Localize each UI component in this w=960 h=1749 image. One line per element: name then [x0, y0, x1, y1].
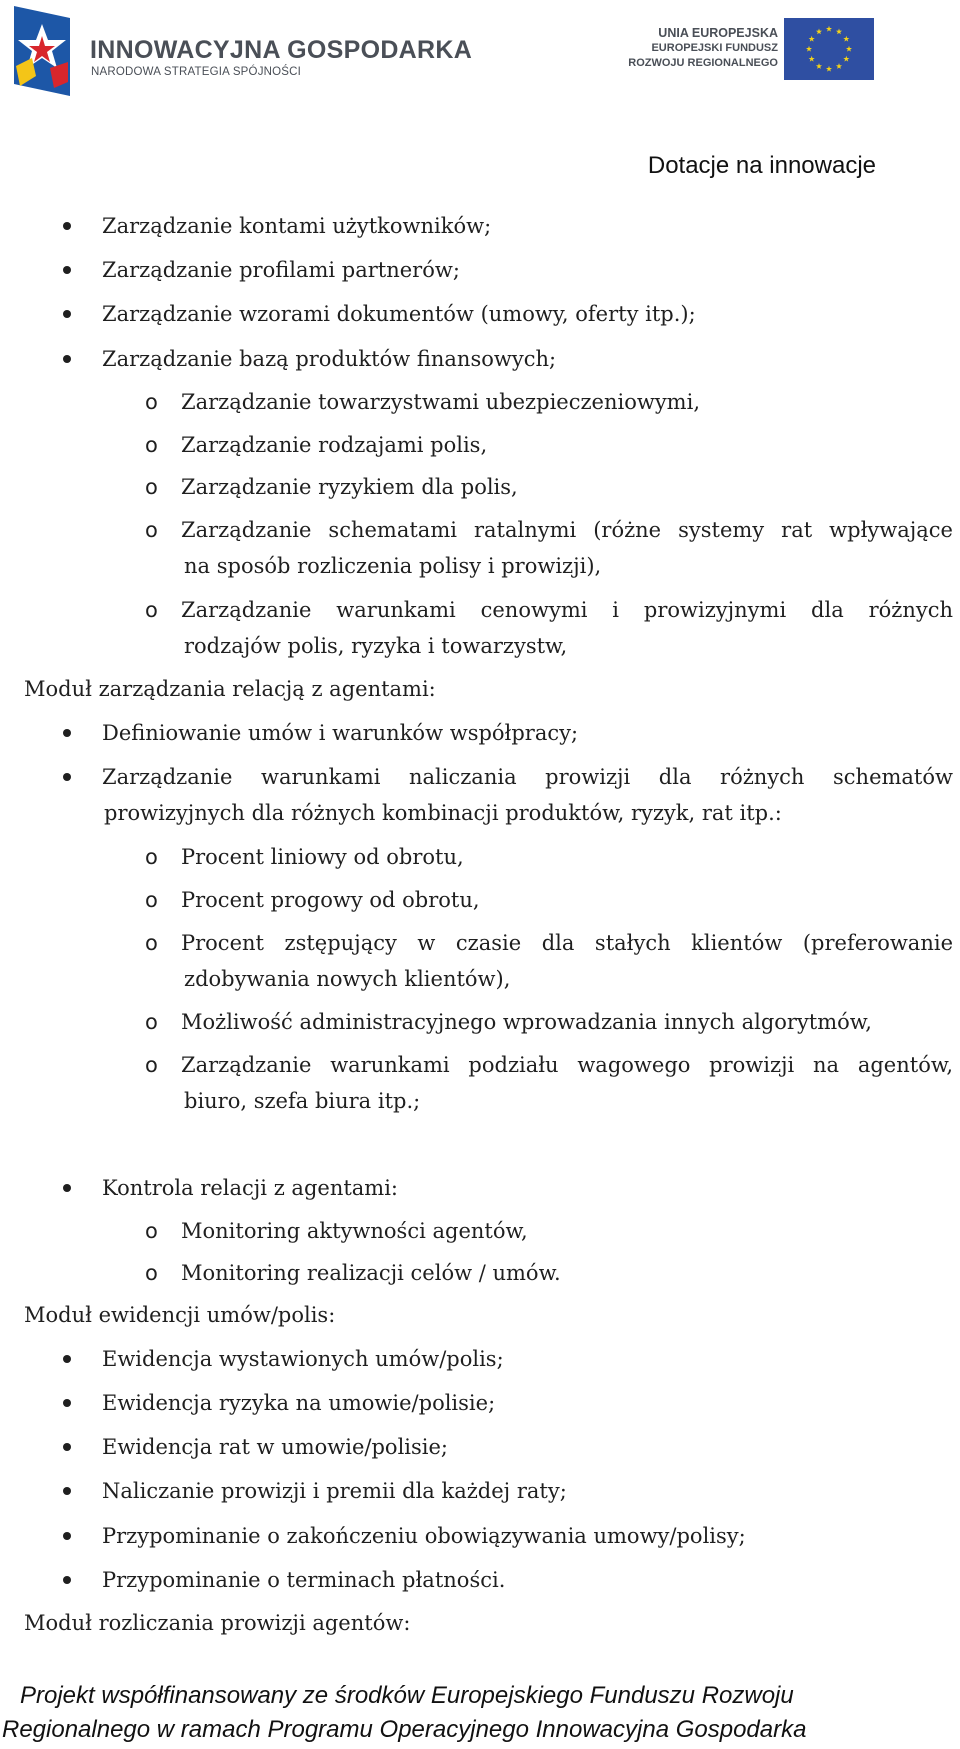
- sub-list-item-continuation: na sposób rozliczenia polisy i prowizji),: [184, 554, 602, 578]
- sub-bullet-marker: o: [145, 931, 158, 955]
- section-heading: Moduł rozliczania prowizji agentów:: [24, 1611, 411, 1635]
- sub-list-item: Procent liniowy od obrotu,: [181, 845, 464, 869]
- bullet-marker: [63, 1355, 71, 1363]
- sub-bullet-marker: o: [145, 598, 158, 622]
- section-heading: Moduł zarządzania relacją z agentami:: [24, 677, 436, 701]
- sub-list-item: Zarządzanie ryzykiem dla polis,: [181, 475, 518, 499]
- sub-bullet-marker: o: [145, 888, 158, 912]
- bullet-marker: [63, 355, 71, 363]
- sub-list-item: Możliwość administracyjnego wprowadzania innych algorytmów,: [181, 1010, 872, 1034]
- list-item: Zarządzanie wzorami dokumentów (umowy, oferty itp.);: [102, 302, 696, 326]
- bullet-marker: [63, 1184, 71, 1192]
- bullet-marker: [63, 773, 71, 781]
- sub-bullet-marker: o: [145, 1261, 158, 1285]
- logo-tagline: NARODOWA STRATEGIA SPÓJNOŚCI: [91, 66, 302, 78]
- sub-list-item: Zarządzanie rodzajami polis,: [181, 433, 488, 457]
- list-item-continuation: prowizyjnych dla różnych kombinacji produktów, ryzyk, rat itp.:: [104, 801, 782, 825]
- sub-bullet-marker: o: [145, 1010, 158, 1034]
- eu-logo: [612, 18, 874, 82]
- list-item: Przypominanie o zakończeniu obowiązywania umowy/polisy;: [102, 1524, 746, 1548]
- sub-list-item: Zarządzanie schematami ratalnymi (różne systemy rat wpływające: [181, 518, 953, 542]
- bullet-marker: [63, 1443, 71, 1451]
- list-item: Naliczanie prowizji i premii dla każdej raty;: [102, 1479, 567, 1503]
- bullet-marker: [63, 222, 71, 230]
- sub-bullet-marker: o: [145, 433, 158, 457]
- sub-list-item-continuation: zdobywania nowych klientów),: [184, 967, 511, 991]
- star-emblem-icon: [12, 6, 72, 96]
- sub-list-item: Zarządzanie warunkami podziału wagowego prowizji na agentów,: [181, 1053, 953, 1077]
- list-item: Zarządzanie kontami użytkowników;: [102, 214, 492, 238]
- bullet-marker: [63, 1399, 71, 1407]
- sub-list-item: Zarządzanie towarzystwami ubezpieczeniowymi,: [181, 390, 700, 414]
- sub-list-item: Zarządzanie warunkami cenowymi i prowizyjnymi dla różnych: [181, 598, 953, 622]
- list-item: Przypominanie o terminach płatności.: [102, 1568, 506, 1592]
- sub-list-item-continuation: biuro, szefa biura itp.;: [184, 1089, 421, 1113]
- sub-bullet-marker: o: [145, 475, 158, 499]
- innowacyjna-gospodarka-logo: [12, 6, 473, 96]
- logo-brand-text: INNOWACYJNA GOSPODARKA: [90, 36, 473, 64]
- sub-bullet-marker: o: [145, 845, 158, 869]
- sub-bullet-marker: o: [145, 390, 158, 414]
- list-item: Ewidencja wystawionych umów/polis;: [102, 1347, 504, 1371]
- eu-logo-line1: UNIA EUROPEJSKA: [658, 26, 778, 40]
- sub-bullet-marker: o: [145, 518, 158, 542]
- sub-bullet-marker: o: [145, 1053, 158, 1077]
- bullet-marker: [63, 1532, 71, 1540]
- eu-logo-line2: EUROPEJSKI FUNDUSZ: [651, 42, 778, 54]
- bullet-marker: [63, 1576, 71, 1584]
- bullet-marker: [63, 266, 71, 274]
- list-item: Zarządzanie profilami partnerów;: [102, 258, 460, 282]
- list-item: Ewidencja ryzyka na umowie/polisie;: [102, 1391, 496, 1415]
- list-item: Zarządzanie bazą produktów finansowych;: [102, 347, 557, 371]
- sub-list-item: Procent progowy od obrotu,: [181, 888, 480, 912]
- list-item: Definiowanie umów i warunków współpracy;: [102, 721, 579, 745]
- bullet-marker: [63, 1487, 71, 1495]
- sub-list-item: Monitoring realizacji celów / umów.: [181, 1261, 561, 1285]
- list-item: Kontrola relacji z agentami:: [102, 1176, 399, 1200]
- sub-bullet-marker: o: [145, 1219, 158, 1243]
- footer-line-1: Projekt współfinansowany ze środków Europejskiego Funduszu Rozwoju: [20, 1682, 794, 1709]
- footer-line-2: Regionalnego w ramach Programu Operacyjnego Innowacyjna Gospodarka: [2, 1716, 807, 1743]
- section-heading: Moduł ewidencji umów/polis:: [24, 1303, 336, 1327]
- bullet-marker: [63, 310, 71, 318]
- list-item: Ewidencja rat w umowie/polisie;: [102, 1435, 448, 1459]
- sub-list-item: Monitoring aktywności agentów,: [181, 1219, 528, 1243]
- list-item: Zarządzanie warunkami naliczania prowizji dla różnych schematów: [102, 765, 953, 789]
- eu-flag-icon: [784, 18, 874, 80]
- sub-list-item: Procent zstępujący w czasie dla stałych klientów (preferowanie: [181, 931, 953, 955]
- eu-logo-line3: ROZWOJU REGIONALNEGO: [628, 57, 778, 69]
- bullet-marker: [63, 729, 71, 737]
- document-header-title: Dotacje na innowacje: [647, 152, 876, 179]
- eu-logo-text: [628, 26, 778, 71]
- sub-list-item-continuation: rodzajów polis, ryzyka i towarzystw,: [184, 634, 568, 658]
